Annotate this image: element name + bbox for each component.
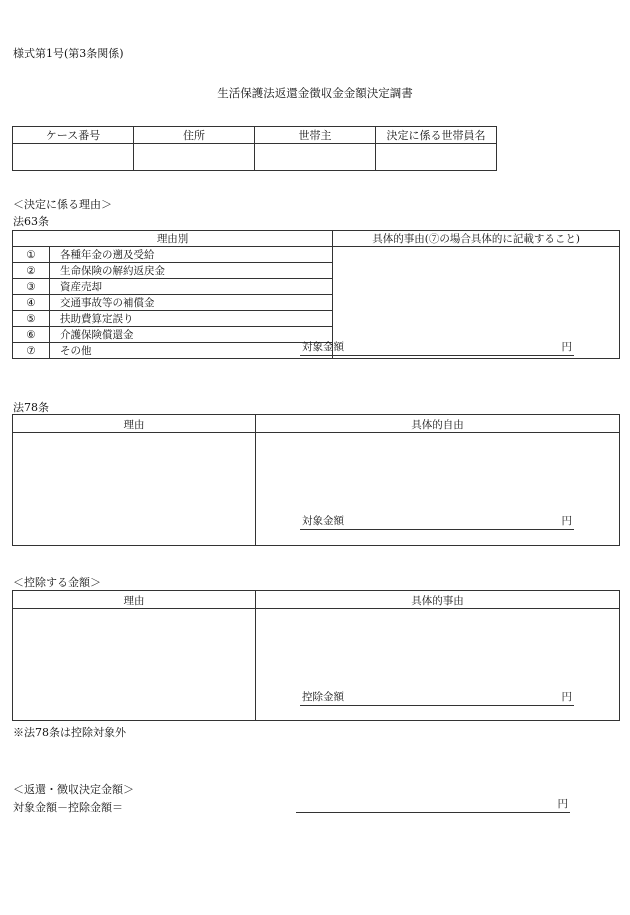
law63-item-num: ⑦	[13, 343, 50, 359]
deduction-header-reason: 理由	[123, 595, 145, 607]
law63-item-num: ④	[13, 295, 50, 311]
law63-amount-label: 対象金額	[302, 341, 344, 353]
law63-item-num: ⑤	[13, 311, 50, 327]
law78-header-reason: 理由	[123, 419, 145, 431]
deduction-header-detail: 具体的事由	[411, 595, 464, 607]
final-section-title: ＜返還・徴収決定金額＞	[13, 783, 134, 796]
law63-item-text[interactable]: 資産売却	[50, 279, 333, 295]
deduction-amount-label: 控除金額	[302, 691, 344, 703]
law63-amount-line[interactable]	[300, 341, 574, 356]
law63-item-num: ③	[13, 279, 50, 295]
section-reason-title: ＜決定に係る理由＞	[13, 198, 112, 211]
final-yen: 円	[557, 798, 568, 810]
final-amount-line[interactable]	[296, 798, 570, 813]
document-title: 生活保護法返還金徴収金金額決定調書	[217, 86, 413, 100]
law78-amount-line[interactable]	[300, 515, 574, 530]
law78-amount-label: 対象金額	[302, 515, 344, 527]
case-number-cell[interactable]	[13, 144, 134, 171]
law78-label: 法78条	[13, 401, 49, 414]
law63-item-num: ①	[13, 247, 50, 263]
law63-label: 法63条	[13, 215, 49, 228]
case-summary-table	[12, 126, 497, 171]
law63-item-text[interactable]: 扶助費算定誤り	[50, 311, 333, 327]
deduction-note: ※法78条は控除対象外	[13, 726, 126, 739]
law63-header-reason: 理由別	[13, 231, 333, 247]
members-cell[interactable]	[376, 144, 497, 171]
law63-item-text[interactable]: その他	[50, 343, 333, 359]
law63-item-num: ②	[13, 263, 50, 279]
household-head-cell[interactable]	[255, 144, 376, 171]
law63-item-text[interactable]: 交通事故等の補償金	[50, 295, 333, 311]
law63-item-text[interactable]: 介護保険償還金	[50, 327, 333, 343]
law63-yen: 円	[561, 341, 572, 353]
form-id: 様式第1号(第3条関係)	[13, 47, 124, 60]
header-household-head: 世帯主	[255, 127, 376, 144]
header-case-number: ケース番号	[13, 127, 134, 144]
header-members: 決定に係る世帯員名	[376, 127, 497, 144]
law63-item-text[interactable]: 生命保険の解約返戻金	[50, 263, 333, 279]
deduction-amount-line[interactable]	[300, 691, 574, 706]
deduction-section-title: ＜控除する金額＞	[13, 576, 101, 589]
final-formula: 対象金額－控除金額＝	[13, 801, 123, 814]
address-cell[interactable]	[134, 144, 255, 171]
header-address: 住所	[134, 127, 255, 144]
deduction-yen: 円	[561, 691, 572, 703]
law78-yen: 円	[561, 515, 572, 527]
law63-item-text[interactable]: 各種年金の遡及受給	[50, 247, 333, 263]
law78-header-detail: 具体的自由	[411, 419, 464, 431]
law63-item-num: ⑥	[13, 327, 50, 343]
law63-header-detail: 具体的事由(⑦の場合具体的に記載すること)	[333, 231, 620, 247]
